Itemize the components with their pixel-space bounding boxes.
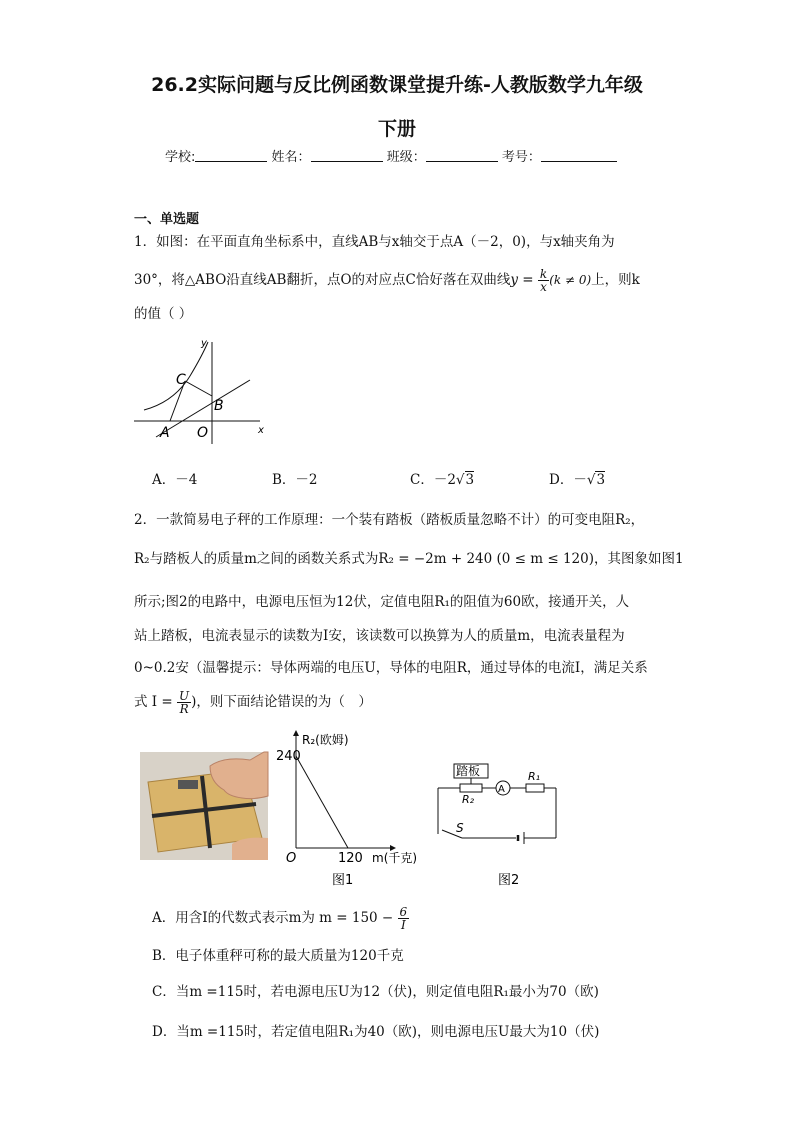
fig1-caption: 图1 — [332, 873, 354, 888]
name-blank[interactable] — [311, 149, 383, 162]
fig1-y-arrow — [293, 730, 299, 736]
q1-figure — [130, 336, 270, 448]
fig1-x-tick: 120 — [338, 851, 363, 866]
q1-option-b[interactable]: B．－2 — [272, 472, 318, 488]
q1-label-a: A — [160, 425, 170, 441]
q2-line1: 2．一款简易电子秤的工作原理：一个装有踏板（踏板质量忽略不计）的可变电阻R₂， — [134, 512, 645, 528]
scale-display — [178, 780, 198, 789]
fig1-line — [296, 756, 348, 848]
q1-label-x: x — [258, 425, 264, 436]
q2-line5: 0~0.2安（温馨提示：导体两端的电压U，导体的电阻R，通过导体的电流I，满足关系 — [134, 660, 648, 676]
fig1-x-label: m(千克) — [372, 851, 418, 865]
q2-ohm-fraction: $\frac{U}{R}$ — [179, 689, 190, 716]
section-title: 一、单选题 — [134, 212, 200, 227]
page-title-line2: 下册 — [377, 118, 416, 140]
fig2-r1-label: R₁ — [528, 770, 541, 783]
q1-label-b: B — [214, 398, 224, 414]
q1-hyperbola-fraction: $\frac{k}{x}$ — [539, 267, 548, 294]
fig2-caption: 图2 — [498, 873, 520, 888]
school-label: 学校: — [165, 150, 196, 165]
q2-option-a[interactable]: A．用含I的代数式表示m为 m = 150 − $\frac{6}{I}$ — [152, 905, 408, 932]
scale-photo — [140, 752, 268, 860]
q1-line3: 的值（ ） — [134, 306, 193, 322]
fig1-y-tick: 240 — [276, 749, 301, 764]
class-blank[interactable] — [426, 149, 498, 162]
q2-option-c[interactable]: C．当m =115时，若电源电压U为12（伏)，则定值电阻R₁最小为70（欧) — [152, 984, 599, 1000]
q1-label-o: O — [197, 425, 209, 441]
name-label: 姓名： — [271, 150, 311, 165]
school-blank[interactable] — [195, 149, 267, 162]
q2-line2: R₂与踏板人的质量m之间的函数关系式为R₂ = −2m + 240 (0 ≤ m ≤ 120)，其图象如图1 — [134, 551, 684, 567]
fig1-y-label: R₂(欧姆) — [302, 733, 349, 747]
fig2-r2-resistor — [460, 784, 482, 792]
exam-no-blank[interactable] — [541, 149, 617, 162]
fig2-pedal-label: 踏板 — [456, 764, 481, 778]
q1-line2: 30°，将△ABO沿直线AB翻折，点O的对应点C恰好落在双曲线y = $\frac{k}{x}$ (k ≠ 0)上，则k — [134, 267, 640, 294]
q1-option-d[interactable]: D．－√3 — [549, 472, 606, 488]
fig2-r2-label: R₂ — [462, 793, 475, 806]
page-title: 26.2实际问题与反比例函数课堂提升练-人教版数学九年级 — [151, 74, 643, 96]
class-label: 班级： — [386, 150, 426, 165]
q2-line4: 站上踏板，电流表显示的读数为I安，该读数可以换算为人的质量m，电流表量程为 — [134, 628, 625, 644]
q2-line6: 式 I = $\frac{U}{R}$ )，则下面结论错误的为（ ） — [134, 689, 372, 716]
q1-line1: 1．如图：在平面直角坐标系中，直线AB与x轴交于点A（－2，0)，与x轴夹角为 — [134, 234, 615, 250]
fig2-ammeter-label: A — [498, 784, 505, 795]
q1-segment-cb — [185, 381, 212, 396]
q2-option-d[interactable]: D．当m =115时，若定值电阻R₁为40（欧)，则电源电压U最大为10（伏) — [152, 1024, 600, 1040]
fig1-graph — [276, 730, 418, 890]
q1-option-a[interactable]: A．－4 — [152, 472, 198, 488]
exam-no-label: 考号： — [501, 150, 541, 165]
student-info-row — [165, 146, 617, 165]
q1-label-c: C — [176, 372, 186, 388]
q1-option-c[interactable]: C．－2√3 — [410, 472, 475, 488]
fig1-origin: O — [286, 851, 297, 866]
fig2-switch-label: S — [456, 821, 464, 835]
q1-label-y: y — [201, 338, 207, 349]
q2-option-b[interactable]: B．电子体重秤可称的最大质量为120千克 — [152, 948, 404, 964]
fig2-r1-resistor — [526, 784, 544, 792]
q2-option-a-fraction: $\frac{6}{I}$ — [399, 905, 408, 932]
fig2-circuit — [432, 752, 562, 890]
q2-line3: 所示;图2的电路中，电源电压恒为12伏，定值电阻R₁的阻值为60欧，接通开关，人 — [134, 594, 630, 610]
